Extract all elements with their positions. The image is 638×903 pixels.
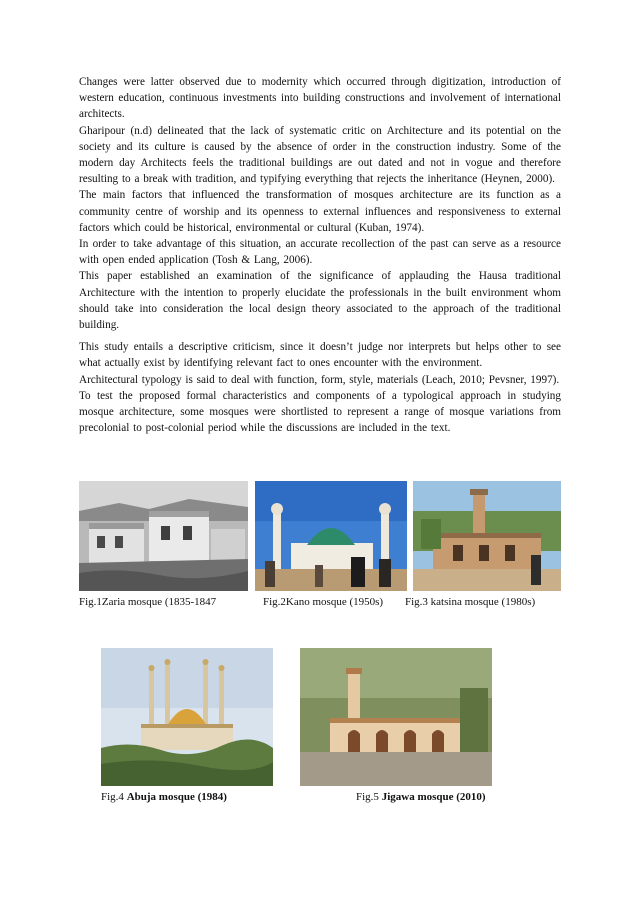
paragraph-criticism: This study entails a descriptive criticism, since it doesn’t judge nor interprets but helps other to see what actually exist by identifying relevant fact to ones encounter with the environment. (79, 341, 561, 370)
figure-5-jigawa-mosque-photo (300, 648, 492, 786)
paragraph-modernity: Changes were latter observed due to modernity which occurred through digitization, introduction of western education, continuous investments into building constructions and involvement of international architects. (79, 76, 561, 121)
paragraph-typology: Architectural typology is said to deal with function, form, style, materials (Leach, 2010; Pevsner, 1997). (79, 373, 560, 386)
figure-3-caption: Fig.3 katsina mosque (1980s) (405, 596, 536, 608)
paragraph-examination: This paper established an examination of the significance of applauding the Hausa traditional Architecture with the intention to properly elucidate the professionals in the built environment whom should take into consideration the local design theory associated to the approach of the traditional building. (79, 270, 561, 332)
figure-5-caption (356, 790, 486, 804)
figure-2-caption: Fig.2Kano mosque (1950s) (263, 596, 384, 608)
figure-4-caption (101, 790, 227, 804)
figure-1-caption: Fig.1Zaria mosque (1835-1847 (79, 596, 217, 608)
figure-4-caption-prefix: Fig.4 (101, 791, 127, 803)
figure-5-caption-prefix: Fig.5 (356, 791, 382, 803)
figure-2-kano-mosque-photo (255, 481, 407, 591)
figure-3-katsina-mosque-photo (413, 481, 561, 591)
paragraph-main-factors: The main factors that influenced the transformation of mosques architecture are its function as a community centre of worship and its openness to external influences and responsiveness to external factors which could be historical, environmental or cultural (Kuban, 1974). (79, 189, 561, 234)
paragraph-advantage: In order to take advantage of this situation, an accurate recollection of the past can serve as a resource with open ended application (Tosh & Lang, 2006). (79, 238, 561, 267)
paragraph-gharipour: Gharipour (n.d) delineated that the lack of systematic critic on Architecture and its potential on the society and its culture is caused by the absence of order in the construction industry. Some of the modern day Architects feels the traditional buildings are out dated and not in vogue and therefore resulting to a break with tradition, and typifying everything that rejects the inheritance (Heynen, 2000). (79, 124, 561, 186)
body-text (79, 74, 561, 436)
figure-1-zaria-mosque-photo (79, 481, 248, 591)
figure-4-abuja-mosque-photo (101, 648, 273, 786)
paragraph-test: To test the proposed formal characteristics and components of a typological approach in studying mosque architecture, some mosques were shortlisted to represent a range of mosque variations from precolonial to post-colonial period while the discussions are included in the text. (79, 389, 561, 435)
figure-5-caption-title: Jigawa mosque (2010) (381, 791, 486, 803)
figure-4-caption-title: Abuja mosque (1984) (126, 791, 227, 803)
